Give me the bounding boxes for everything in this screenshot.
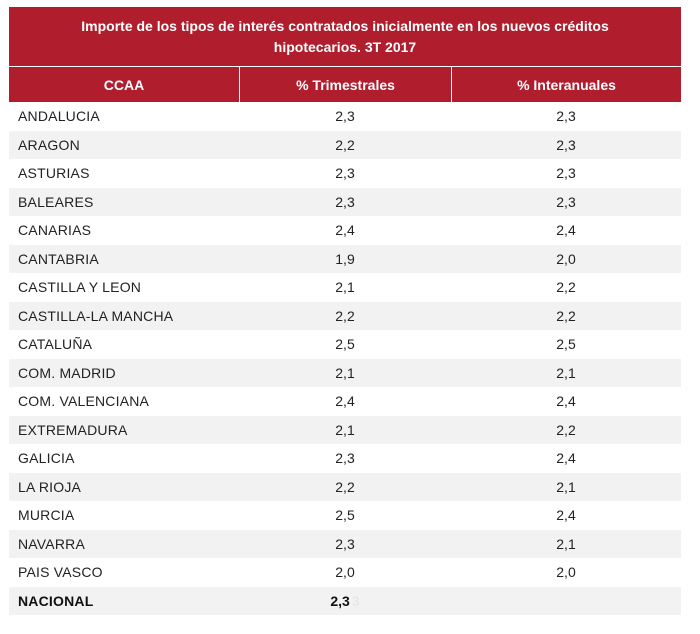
table-header bbox=[9, 66, 681, 102]
table-body bbox=[9, 102, 681, 615]
table-row bbox=[9, 159, 681, 188]
interanual-cell: 2,3 bbox=[556, 193, 576, 210]
interanual-cell: 2,3 bbox=[556, 165, 576, 182]
total-trimestral-value: 2,3 bbox=[330, 592, 350, 609]
trimestral-cell: 2,2 bbox=[335, 136, 355, 153]
table-row bbox=[9, 216, 681, 245]
trimestral-cell: 2,3 bbox=[335, 450, 355, 467]
table-row bbox=[9, 188, 681, 217]
table-row bbox=[9, 245, 681, 274]
ccaa-cell: ASTURIAS bbox=[18, 165, 90, 182]
ccaa-cell: ANDALUCIA bbox=[18, 108, 100, 125]
table-row bbox=[9, 530, 681, 559]
interanual-cell: 2,1 bbox=[556, 478, 576, 495]
ccaa-cell: EXTREMADURA bbox=[18, 421, 128, 438]
ccaa-cell: MURCIA bbox=[18, 507, 75, 524]
ccaa-cell: CANTABRIA bbox=[18, 250, 99, 267]
table-row bbox=[9, 444, 681, 473]
ccaa-cell: LA RIOJA bbox=[18, 478, 82, 495]
trimestral-cell: 2,5 bbox=[335, 336, 355, 353]
interanual-cell: 2,3 bbox=[556, 136, 576, 153]
table-row bbox=[9, 558, 681, 587]
column-header-trimestrales: % Trimestrales bbox=[239, 67, 451, 102]
ccaa-cell: CATALUÑA bbox=[18, 336, 93, 353]
column-header-ccaa: CCAA bbox=[103, 76, 145, 93]
trimestral-cell: 2,1 bbox=[335, 364, 355, 381]
interanual-cell: 2,2 bbox=[556, 279, 576, 296]
ccaa-cell: BALEARES bbox=[18, 193, 94, 210]
interanual-cell: 2,4 bbox=[556, 222, 576, 239]
table-row bbox=[9, 131, 681, 160]
trimestral-cell: 2,3 bbox=[335, 165, 355, 182]
interest-rate-table bbox=[9, 7, 681, 615]
faded-digit: 3 bbox=[351, 592, 360, 609]
trimestral-cell: 2,3 bbox=[335, 535, 355, 552]
table-row bbox=[9, 359, 681, 388]
interanual-cell: 2,5 bbox=[556, 336, 576, 353]
ccaa-cell: COM. MADRID bbox=[18, 364, 116, 381]
trimestral-cell: 2,1 bbox=[335, 421, 355, 438]
table-row bbox=[9, 302, 681, 331]
ccaa-cell: NAVARRA bbox=[18, 535, 86, 552]
ccaa-cell: CASTILLA Y LEON bbox=[18, 279, 142, 296]
trimestral-cell: 2,1 bbox=[335, 279, 355, 296]
ccaa-cell: ARAGON bbox=[18, 136, 80, 153]
table-row bbox=[9, 473, 681, 502]
trimestral-cell: 2,3 bbox=[335, 108, 355, 125]
trimestral-cell: 2,4 bbox=[335, 222, 355, 239]
ccaa-cell: CASTILLA-LA MANCHA bbox=[18, 307, 174, 324]
table-row bbox=[9, 102, 681, 131]
trimestral-cell: 1,9 bbox=[335, 250, 355, 267]
interanual-cell: 2,1 bbox=[556, 364, 576, 381]
interanual-cell: 2,1 bbox=[556, 535, 576, 552]
trimestral-cell: 2,2 bbox=[335, 478, 355, 495]
ccaa-cell: GALICIA bbox=[18, 450, 75, 467]
trimestral-cell: 2,5 bbox=[335, 507, 355, 524]
total-trimestral-cell bbox=[239, 593, 451, 609]
interanual-cell: 2,2 bbox=[556, 421, 576, 438]
ccaa-cell: PAIS VASCO bbox=[18, 564, 103, 581]
interanual-cell: 2,3 bbox=[556, 108, 576, 125]
interanual-cell: 2,2 bbox=[556, 307, 576, 324]
interanual-cell: 2,4 bbox=[556, 507, 576, 524]
interanual-cell: 2,0 bbox=[556, 250, 576, 267]
table-row bbox=[9, 416, 681, 445]
interanual-cell: 2,0 bbox=[556, 564, 576, 581]
ccaa-cell: CANARIAS bbox=[18, 222, 92, 239]
table-title: Importe de los tipos de interés contratados inicialmente en los nuevos créditos hipotecarios. 3T 2017 bbox=[9, 7, 681, 66]
table-row bbox=[9, 273, 681, 302]
table-row bbox=[9, 387, 681, 416]
total-label-cell: NACIONAL bbox=[18, 592, 94, 609]
trimestral-cell: 2,3 bbox=[335, 193, 355, 210]
interanual-cell: 2,4 bbox=[556, 393, 576, 410]
interanual-cell: 2,4 bbox=[556, 450, 576, 467]
table-row bbox=[9, 501, 681, 530]
total-row bbox=[9, 587, 681, 616]
table-row bbox=[9, 330, 681, 359]
column-header-interanuales: % Interanuales bbox=[451, 67, 681, 102]
trimestral-cell: 2,4 bbox=[335, 393, 355, 410]
trimestral-cell: 2,0 bbox=[335, 564, 355, 581]
ccaa-cell: COM. VALENCIANA bbox=[18, 393, 150, 410]
trimestral-cell: 2,2 bbox=[335, 307, 355, 324]
